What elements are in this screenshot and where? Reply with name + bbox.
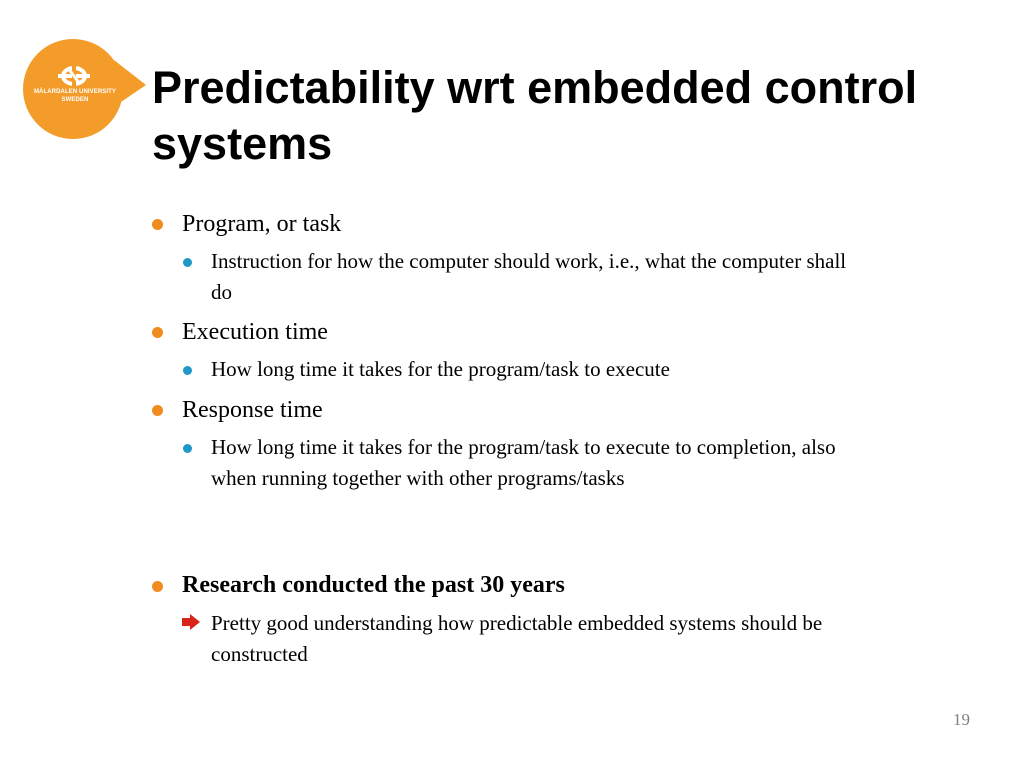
bullet-dot-icon — [152, 405, 163, 416]
bullet-dot-icon — [152, 327, 163, 338]
bullet-item: Research conducted the past 30 years — [182, 572, 565, 598]
sub-bullet-dot-icon — [183, 366, 192, 375]
sub-bullet-item: How long time it takes for the program/task to execute to completion, also when running together with other programs/tasks — [211, 435, 836, 490]
bullet-item: Response time — [182, 397, 323, 423]
sub-bullet-dot-icon — [183, 258, 192, 267]
arrow-bullet-icon — [181, 614, 202, 630]
bullet-dot-icon — [152, 581, 163, 592]
page-number: 19 — [953, 710, 970, 729]
sub-bullet-item: Pretty good understanding how predictable embedded systems should be constructed — [211, 611, 823, 666]
sub-bullet-dot-icon — [183, 444, 192, 453]
bullet-item: Execution time — [182, 319, 328, 345]
bullet-dot-icon — [152, 219, 163, 230]
slide-title: Predictability wrt embedded control systems — [152, 62, 918, 169]
sub-bullet-item: How long time it takes for the program/task to execute — [211, 357, 670, 381]
bullet-item: Program, or task — [182, 211, 342, 237]
sub-bullet-item: Instruction for how the computer should work, i.e., what the computer shall do — [211, 249, 847, 304]
logo-text: MÄLARDALEN UNIVERSITY SWEDEN — [33, 89, 117, 103]
